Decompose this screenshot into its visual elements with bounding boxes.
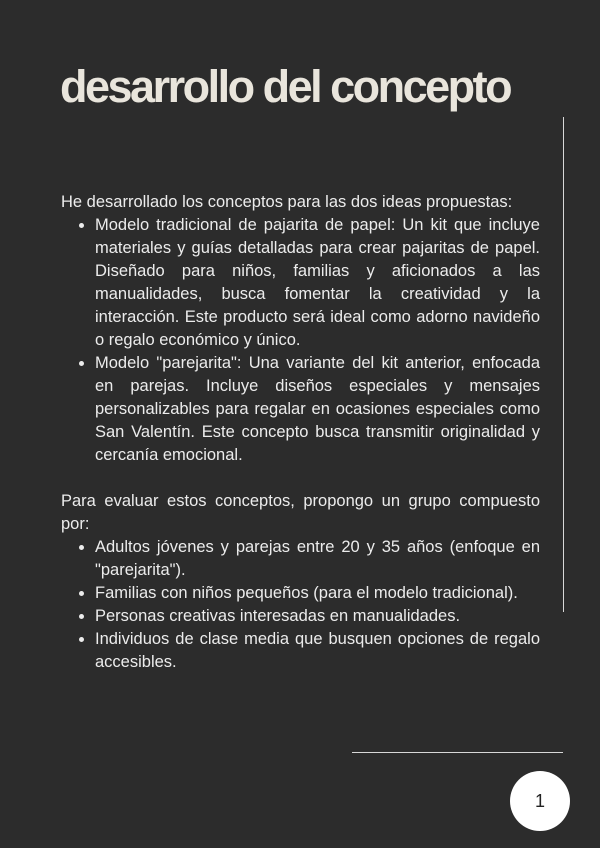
body-text <box>61 191 540 674</box>
list-item: • Modelo "parejarita": Una variante del kit anterior, enfocada en parejas. Incluye diseños especiales y mensajes personalizables para regalar en ocasiones especiales como San Valentín. Este concepto busca transmitir originalidad y cercanía emocional. <box>95 352 540 467</box>
list-item: • Adultos jóvenes y parejas entre 20 y 35 años (enfoque en "parejarita"). <box>95 536 540 582</box>
list-item: • Familias con niños pequeños (para el modelo tradicional). <box>95 582 540 605</box>
horizontal-divider <box>352 752 563 753</box>
evaluation-group-list <box>61 536 540 674</box>
page-number-badge <box>510 771 570 831</box>
list-item: • Individuos de clase media que busquen opciones de regalo accesibles. <box>95 628 540 674</box>
paragraph-gap <box>61 467 540 490</box>
page-number: 1 <box>534 790 545 811</box>
vertical-divider <box>563 117 564 612</box>
evaluation-intro: Para evaluar estos conceptos, propongo un grupo compuesto por: <box>61 492 540 533</box>
page-title: desarrollo del concepto <box>60 61 511 112</box>
list-item: • Modelo tradicional de pajarita de papel: Un kit que incluye materiales y guías detalladas para crear pajaritas de papel. Diseñado para niños, familias y aficionados a las manualidades, busca fomentar la creatividad y la interacción. Este producto será ideal como adorno navideño o regalo económico y único. <box>95 214 540 352</box>
concepts-list <box>61 214 540 467</box>
list-item: • Personas creativas interesadas en manualidades. <box>95 605 540 628</box>
concepts-intro: He desarrollado los conceptos para las dos ideas propuestas: <box>61 193 513 211</box>
